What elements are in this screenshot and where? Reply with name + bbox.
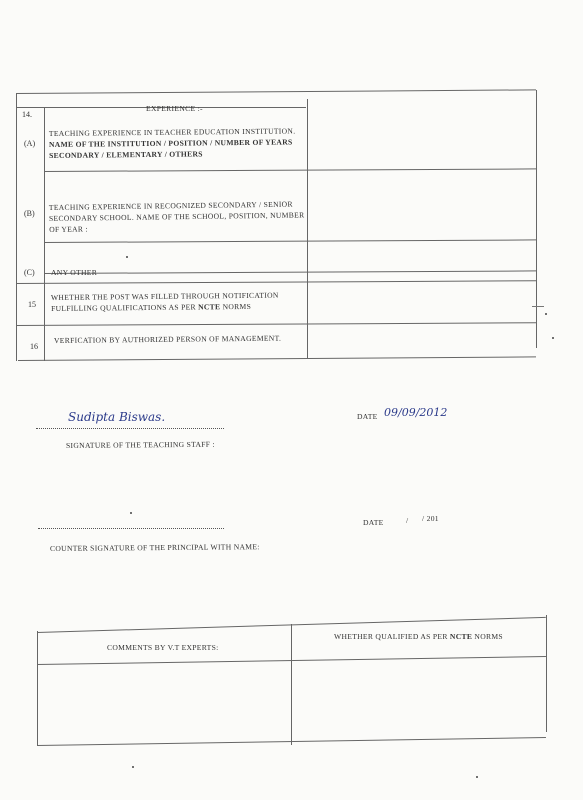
row-a-text [49,125,307,161]
row-divider [44,270,536,274]
experience-table [16,93,536,361]
comments-table [37,615,546,746]
ink-speck [545,313,547,315]
row-b-line: TEACHING EXPERIENCE IN RECOGNIZED SECONDARY / SENIOR [48,199,293,213]
row-15-ncte: NCTE [198,302,221,312]
row-15-line: WHETHER THE POST WAS FILLED THROUGH NOTIFICATION [50,290,279,303]
ink-speck [130,512,132,514]
ink-speck [476,776,478,778]
table-number-column-divider [44,107,45,361]
row-divider [44,168,536,172]
row-15-number: 15 [28,300,36,309]
row-a-label: (A) [24,139,36,148]
teacher-handwritten-signature: Sudipta Biswas. [68,410,166,424]
experience-heading: EXPERIENCE :- [146,104,203,113]
row-b-text [49,198,307,235]
row-divider [16,280,536,284]
ink-speck [126,256,128,258]
ink-speck [132,766,134,768]
row-b-label: (B) [24,209,35,218]
table-top-border [16,89,536,94]
row-divider [16,322,536,326]
row-16-number: 16 [30,342,38,351]
principal-date-label: DATE [363,518,384,527]
comments-header-left: COMMENTS BY V.T EXPERTS: [107,643,219,652]
qualified-prefix: WHETHER QUALIFIED AS PER [334,632,450,641]
table-bottom-border [18,356,536,361]
comments-header-right [334,631,503,642]
table-left-border [16,93,17,361]
comments-left-border [37,631,38,746]
table-right-border [536,90,537,348]
qualified-ncte: NCTE [449,632,473,641]
row-b-line: SECONDARY SCHOOL. NAME OF THE SCHOOL, POSITION, NUMBER [48,210,305,223]
row-a-line: TEACHING EXPERIENCE IN TEACHER EDUCATION INSTITUTION. [48,126,296,139]
teacher-date-value: 09/09/2012 [384,406,448,419]
row-c-text: ANY OTHER [51,268,98,277]
row-b-line: OF YEAR : [49,224,88,234]
qualified-suffix: NORMS [472,632,503,641]
row-divider [44,239,536,243]
row-15-line [51,300,309,314]
principal-date-year: / 201 [422,514,439,523]
teacher-date-label: DATE [357,412,378,421]
principal-signature-dotted-line [38,528,224,529]
row-a-line-bold: NAME OF THE INSTITUTION / POSITION / NUMBER OF YEARS [48,137,293,149]
row-15-suffix: NORMS [220,301,252,312]
row-16-text: VERFICATION BY AUTHORIZED PERSON OF MANAGEMENT. [53,333,282,345]
principal-date-slash: / [406,516,409,525]
teacher-signature-label: SIGNATURE OF THE TEACHING STAFF : [65,439,215,450]
ink-speck [552,337,554,339]
row-14-number: 14. [22,110,32,119]
signature-dotted-line [36,428,224,429]
row-15-text [51,289,309,314]
row-c-label: (C) [24,268,35,277]
page-mark [532,306,544,307]
comments-column-divider [291,624,292,745]
principal-signature-label: COUNTER SIGNATURE OF THE PRINCIPAL WITH NAME: [49,542,260,553]
row-15-prefix: FULFILLING QUALIFICATIONS AS PER [51,302,199,313]
row-a-line-bold: SECONDARY / ELEMENTARY / OTHERS [49,149,203,160]
comments-right-border [546,615,547,732]
